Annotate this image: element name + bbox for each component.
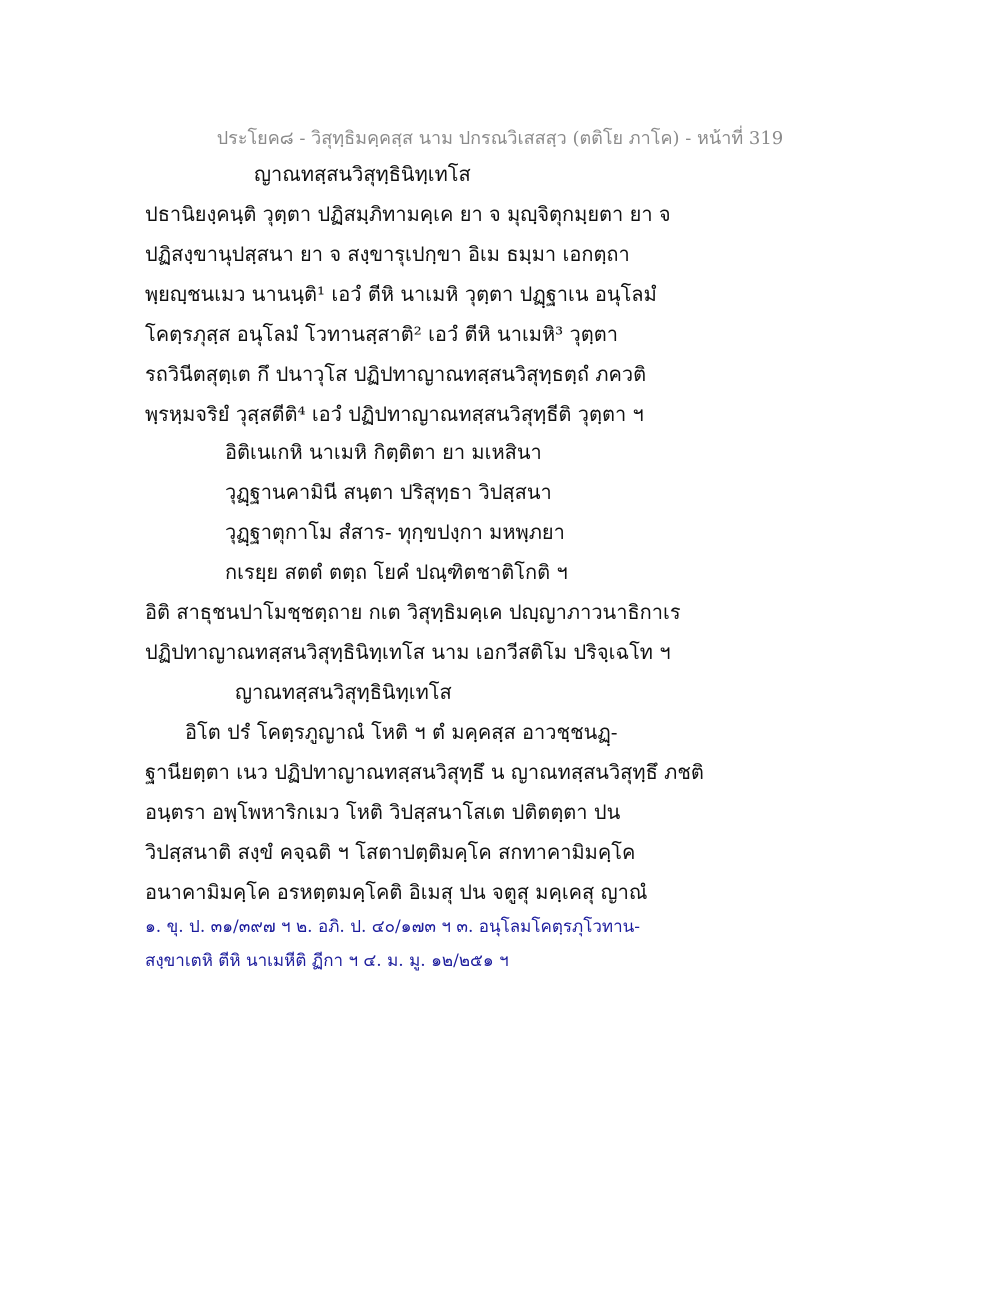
chapter-colophon: ปฏิปทาญาณทสฺสนวิสุทฺธินิทฺเทโส นาม เอกวีสติโม ปริจฺเฉโท ฯ <box>145 640 671 664</box>
body-line: วิปสฺสนาติ สงฺขํ คจฺฉติ ฯ โสตาปตฺติมคฺโค สกทาคามิมคฺโค <box>145 840 636 864</box>
body-line: อิติ สาธุชนปาโมชฺชตฺถาย กเต วิสุทฺธิมคฺเค ปญฺญาภาวนาธิกาเร <box>145 600 681 624</box>
page-header: ประโยค๘ - วิสุทฺธิมคฺคสฺส นาม ปกรณวิเสสสฺว (ตติโย ภาโค) - หน้าที่ 319 <box>216 128 784 149</box>
body-line: อิโต ปรํ โคตฺรภูญาณํ โหติ ฯ ตํ มคฺคสฺส อาวชฺชนฏฺ- <box>185 720 618 744</box>
body-line: โคตฺรภุสฺส อนุโลมํ โวทานสฺสาติ² เอวํ ตีหิ นาเมหิ³ วุตฺตา <box>145 322 618 346</box>
body-line: อนาคามิมคฺโค อรหตฺตมคฺโคติ อิเมสุ ปน จตูสุ มคฺเคสุ ญาณํ <box>145 880 648 904</box>
verse-line: อิติเนเกหิ นาเมหิ กิตฺติตา ยา มเหสินา <box>225 440 542 464</box>
footnote-line: สงฺขาเตหิ ตีหิ นาเมหีติ ฏีกา ฯ ๔. ม. มู. ๑๒/๒๕๑ ฯ <box>145 951 509 971</box>
body-line: ฐานียตฺตา เนว ปฏิปทาญาณทสฺสนวิสุทฺธึ น ญาณทสฺสนวิสุทฺธึ ภชติ <box>145 760 704 784</box>
verse-line: กเรยฺย สตตํ ตตฺถ โยคํ ปณฺฑิตชาติโกติ ฯ <box>225 560 568 584</box>
body-line: พฺยญฺชนเมว นานนฺติ¹ เอวํ ตีหิ นาเมหิ วุตฺตา ปฏฺฐาเน อนุโลมํ <box>145 282 657 306</box>
body-line: รถวินีตสุตฺเต กึ ปนาวุโส ปฏิปทาญาณทสฺสนวิสุทฺธตฺถํ ภควติ <box>145 362 647 386</box>
section-heading: ญาณทสฺสนวิสุทฺธินิทฺเทโส <box>235 680 452 704</box>
verse-line: วุฏฺฐานคามินี สนฺตา ปริสุทฺธา วิปสฺสนา <box>225 480 552 504</box>
body-line: อนฺตรา อพฺโพหาริกเมว โหติ วิปสฺสนาโสเต ปติตตฺตา ปน <box>145 800 621 824</box>
section-heading: ญาณทสฺสนวิสุทฺธินิทฺเทโส <box>254 162 471 186</box>
verse-line: วุฏฺฐาตุกาโม สํสาร- ทุกฺขปงฺกา มหพฺภยา <box>225 520 565 544</box>
footnote-line: ๑. ขุ. ป. ๓๑/๓๙๗ ฯ ๒. อภิ. ป. ๔๐/๑๗๓ ฯ ๓. อนุโลมโคตฺรภุโวทาน- <box>145 917 641 937</box>
body-line: ปธานิยงฺคนฺติ วุตฺตา ปฏิสมฺภิทามคฺเค ยา จ มุญฺจิตุกมฺยตา ยา จ <box>145 202 671 226</box>
body-line: ปฏิสงฺขานุปสฺสนา ยา จ สงฺขารุเปกฺขา อิเม ธมฺมา เอกตฺถา <box>145 242 630 266</box>
body-line: พฺรหฺมจริยํ วุสฺสตีติ⁴ เอวํ ปฏิปทาญาณทสฺสนวิสุทฺธีติ วุตฺตา ฯ <box>145 402 644 426</box>
